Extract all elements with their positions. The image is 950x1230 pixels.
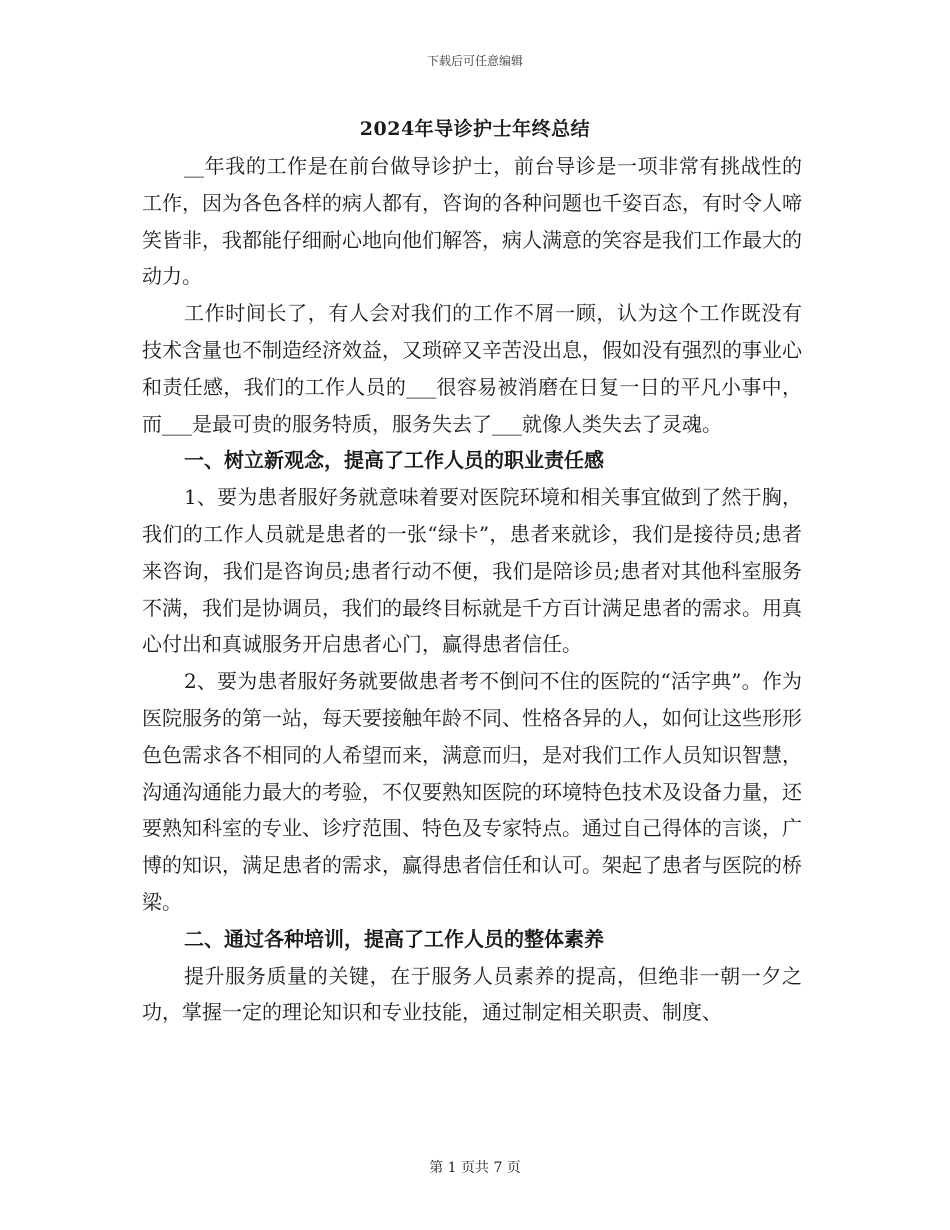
page-header: 下载后可任意编辑 [426, 54, 523, 68]
section1-item-2: 2、要为患者服好务就要做患者考不倒问不住的医院的“活字典”。作为医院服务的第一站，每天要接触年龄不同、性格各异的人，如何让这些形形色色需求各不相同的人希望而来，满意而归，是对我们工作人员知识智慧，沟通沟通能力最大的考验，不仅要熟知医院的环境特色技术及设备力量，还要熟知科室的专业、诊疗范围、特色及专家特点。通过自己得体的言谈，广博的知识，满足患者的需求，赢得患者信任和认可。架起了患者与医院的桥梁。 [142, 669, 802, 914]
section-heading-1: 一、树立新观念，提高了工作人员的职业责任感 [184, 448, 604, 473]
section-heading-2: 二、通过各种培训，提高了工作人员的整体素养 [184, 926, 604, 951]
paragraph-intro: __年我的工作是在前台做导诊护士，前台导诊是一项非常有挑战性的工作，因为各色各样的病人都有，咨询的各种问题也千姿百态，有时令人啼笑皆非，我都能仔细耐心地向他们解答，病人满意的笑容是我们工作最大的动力。 [142, 154, 802, 289]
paragraph-work-time: 工作时间长了，有人会对我们的工作不屑一顾，认为这个工作既没有技术含量也不制造经济效益，又琐碎又辛苦没出息，假如没有强烈的事业心和责任感，我们的工作人员的___很容易被消磨在日复一日的平凡小事中，而___是最可贵的服务特质，服务失去了___就像人类失去了灵魂。 [142, 301, 802, 436]
section2-item-1: 提升服务质量的关键，在于服务人员素养的提高，但绝非一朝一夕之功，掌握一定的理论知识和专业技能，通过制定相关职责、制度、 [142, 963, 802, 1025]
document-title: 2024年导诊护士年终总结 [359, 118, 591, 140]
page-footer: 第 1 页共 7 页 [429, 1160, 521, 1176]
document-body [142, 148, 802, 1031]
section1-item-1: 1、要为患者服好务就意味着要对医院环境和相关事宜做到了然于胸，我们的工作人员就是患者的一张“绿卡”，患者来就诊，我们是接待员;患者来咨询，我们是咨询员;患者行动不便，我们是陪诊员;患者对其他科室服务不满，我们是协调员，我们的最终目标就是千方百计满足患者的需求。用真心付出和真诚服务开启患者心门，赢得患者信任。 [142, 485, 802, 657]
